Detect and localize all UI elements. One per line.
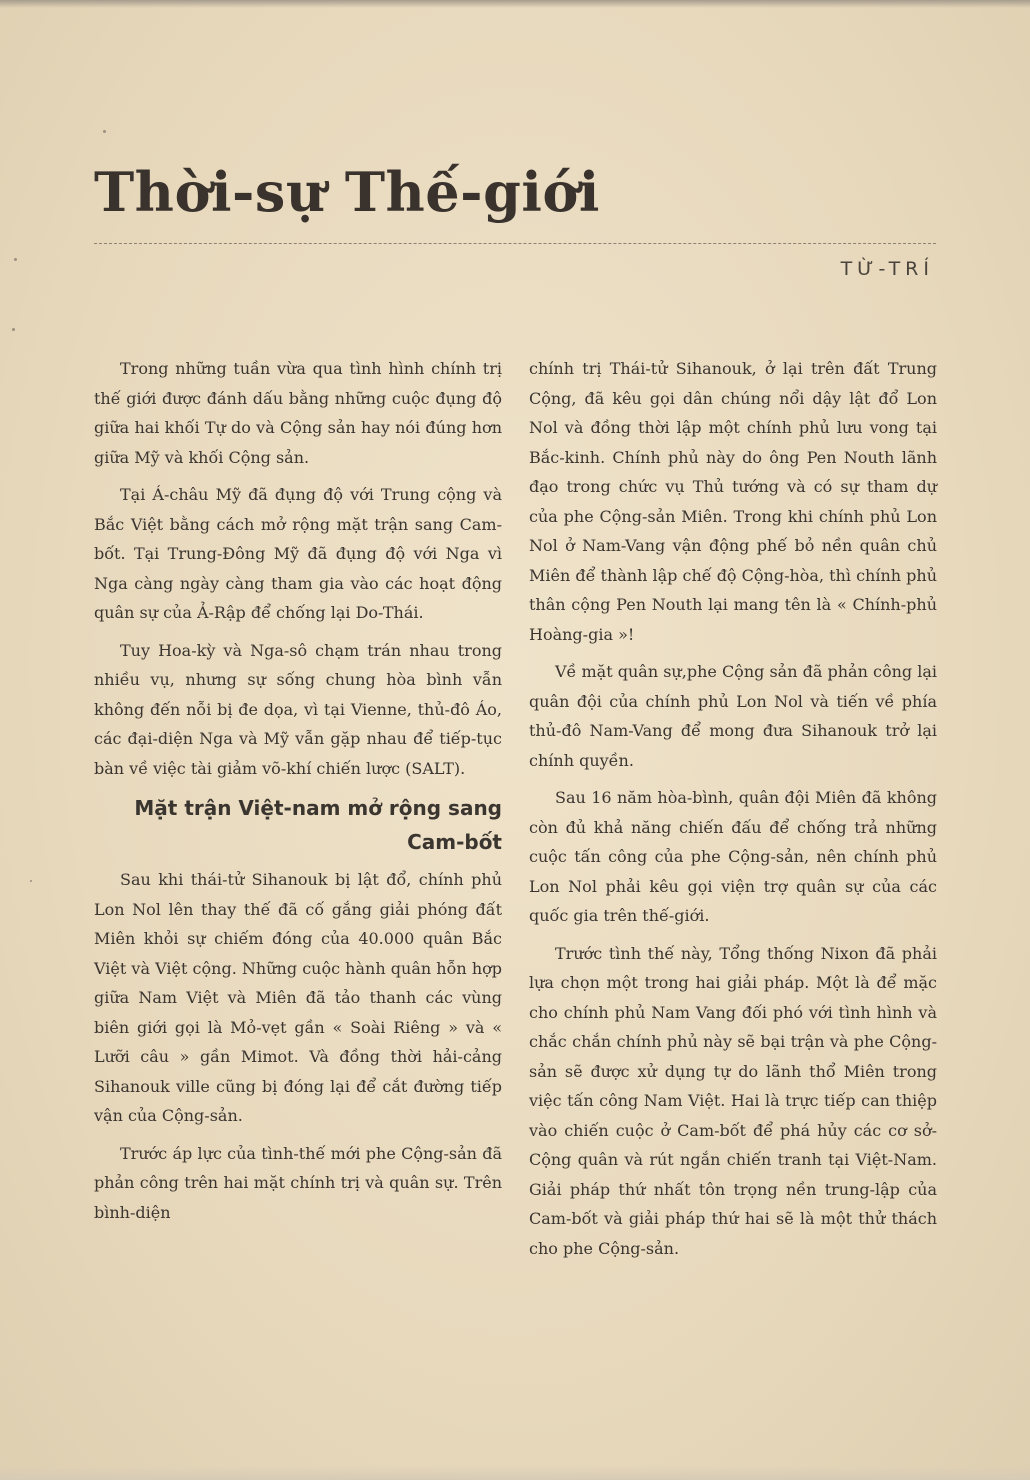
paper-speck [12,328,15,331]
paragraph: Trong những tuần vừa qua tình hình chính trị thế giới được đánh dấu bằng những cuộc đụng độ giữa hai khối Tự do và Cộng sản hay nói đúng hơn giữa Mỹ và khối Cộng sản. [94,359,502,467]
paragraph: chính trị Thái-tử Sihanouk, ở lại trên đất Trung Cộng, đã kêu gọi dân chúng nổi dậy lật đổ Lon Nol và đồng thời lập một chính phủ lưu vong tại Bắc-kinh. Chính phủ này do ông Pen Nouth lãnh đạo trong chức vụ Thủ tướng và có sự tham dự của phe Cộng-sản Miên. Trong khi chính phủ Lon Nol ở Nam-Vang vận động phế bỏ nền quân chủ Miên để thành lập chế độ Cộng-hòa, thì chính phủ thân cộng Pen Nouth lại mang tên là « Chính-phủ Hoàng-gia »! [529,359,937,644]
paper-speck [103,130,106,133]
paragraph: Sau khi thái-tử Sihanouk bị lật đổ, chính phủ Lon Nol lên thay thế đã cố gắng giải phóng đất Miên khỏi sự chiếm đóng của 40.000 quân Bắc Việt và Việt cộng. Những cuộc hành quân hỗn hợp giữa Nam Việt và Miên đã tảo thanh các vùng biên giới gọi là Mỏ-vẹt gần « Soài Riêng » và « Lưỡi câu » gần Mimot. Và đồng thời hải-cảng Sihanouk ville cũng bị đóng lại để cắt đường tiếp vận của Cộng-sản. [94,870,502,1125]
paper-speck [30,880,32,882]
paragraph: Sau 16 năm hòa-bình, quân đội Miên đã không còn đủ khả năng chiến đấu để chống trả những cuộc tấn công của phe Cộng-sản, nên chính phủ Lon Nol phải kêu gọi viện trợ quân sự của các quốc gia trên thế-giới. [529,788,937,925]
paragraph: Tuy Hoa-kỳ và Nga-sô chạm trán nhau trong nhiều vụ, nhưng sự sống chung hòa bình vẫn không đến nỗi bị đe dọa, vì tại Vienne, thủ-đô Áo, các đại-diện Nga và Mỹ vẫn gặp nhau để tiếp-tục bàn về việc tài giảm võ-khí chiến lược (SALT). [94,640,502,778]
article-title: Thời-sự Thế-giới [94,160,600,224]
left-column [94,354,502,1235]
paragraph: Về mặt quân sự,phe Cộng sản đã phản công lại quân đội của chính phủ Lon Nol và tiến về phía thủ-đô Nam-Vang để mong đưa Sihanouk trở lại chính quyền. [529,662,937,770]
paragraph: Trước áp lực của tình-thế mới phe Cộng-sản đã phản công trên hai mặt chính trị và quân sự. Trên bình-diện [94,1143,502,1222]
article-author: TỪ-TRÍ [840,258,934,280]
paper-speck [14,258,17,261]
right-column [529,354,937,1271]
paragraph: Trước tình thế này, Tổng thống Nixon đã phải lựa chọn một trong hai giải pháp. Một là để mặc cho chính phủ Nam Vang đối phó với tình hình và chắc chắn chính phủ này sẽ bại trận và phe Cộng-sản sẽ được xử dụng tự do lãnh thổ Miên trong việc tấn công Nam Việt. Hai là trực tiếp can thiệp vào chiến cuộc ở Cam-bốt để phá hủy các cơ sở-Cộng quân và rút ngắn chiến tranh tại Việt-Nam. Giải pháp thứ nhất tôn trọng nền trung-lập của Cam-bốt và giải pháp thứ hai sẽ là một thử thách cho phe Cộng-sản. [529,943,937,1258]
paragraph: Tại Á-châu Mỹ đã đụng độ với Trung cộng và Bắc Việt bằng cách mở rộng mặt trận sang Cam-bốt. Tại Trung-Đông Mỹ đã đụng độ với Nga vì Nga càng ngày càng tham gia vào các hoạt động quân sự của Ả-Rập để chống lại Do-Thái. [94,485,502,622]
title-divider [94,243,936,244]
section-subheading: Mặt trận Việt-nam mở rộng sang Cam-bốt [134,796,502,854]
